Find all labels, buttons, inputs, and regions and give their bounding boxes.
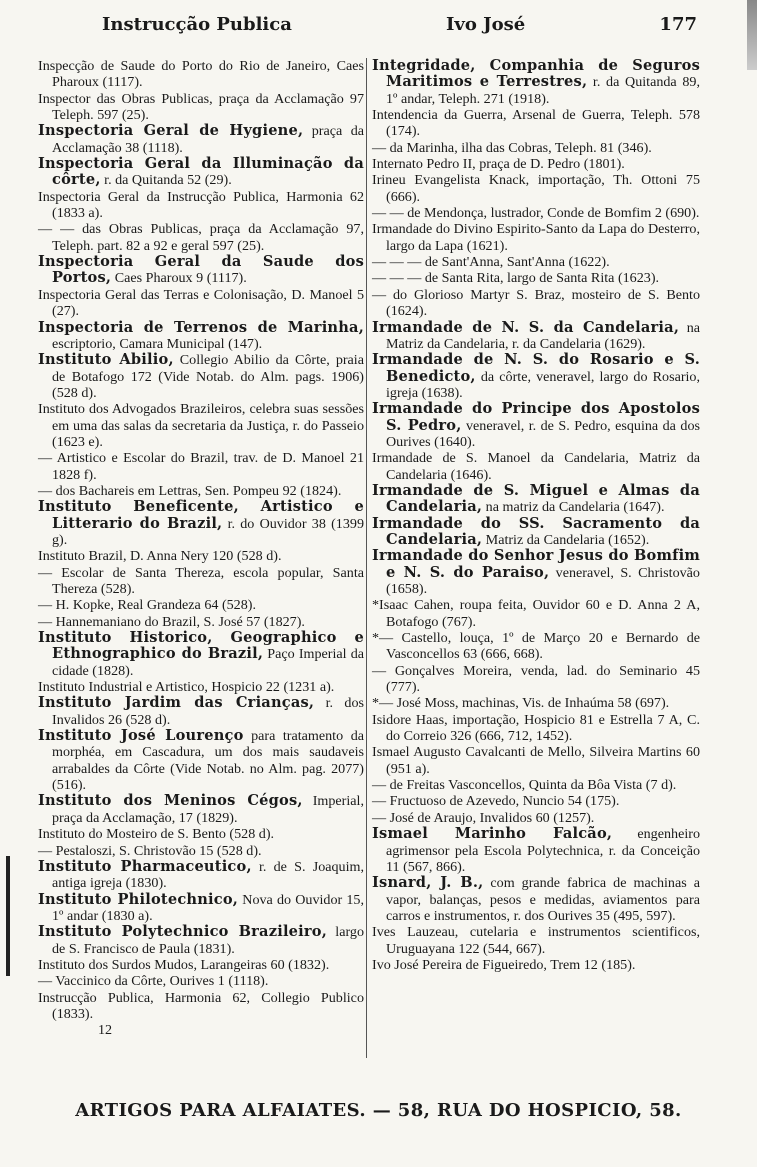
directory-entry: [38, 859, 364, 892]
entry-name: Irmandade do Senhor Jesus do Bomfim e N. S. do Paraiso,: [372, 547, 700, 581]
directory-entry: [372, 320, 700, 353]
entry-text: — Fructuoso de Azevedo, Nuncio 54 (175).: [372, 793, 620, 810]
directory-entry: [38, 924, 364, 957]
directory-entry: [38, 123, 364, 156]
entry-text: escriptorio, Camara Municipal (147).: [52, 335, 263, 352]
directory-entry: [372, 205, 700, 221]
directory-entry: [372, 663, 700, 696]
entry-name: Inspectoria Geral de Hygiene,: [38, 122, 304, 140]
entry-text: *— José Moss, machinas, Vis. de Inhaúma 58 (697).: [372, 695, 670, 712]
entry-text: com grande fabrica de machinas a vapor, balanças, pesos e medidas, aviamentos para carros e instrumentos, r. dos Ourives 35 (495, 597).: [386, 875, 700, 924]
entry-text: — de Freitas Vasconcellos, Quinta da Bôa Vista (7 d).: [372, 777, 677, 794]
directory-entry: [38, 957, 364, 973]
directory-entry: [38, 254, 364, 287]
entry-text: — Hannemaniano do Brazil, S. José 57 (1827).: [38, 613, 305, 630]
entry-text: veneravel, S. Christovão (1658).: [386, 564, 700, 597]
entry-text: veneravel, r. de S. Pedro, esquina da dos Ourives (1640).: [386, 417, 700, 450]
entry-text: — — das Obras Publicas, praça da Acclamação 97, Teleph. part. 82 a 92 e geral 597 (25).: [38, 221, 364, 254]
entry-name: Instituto Historico, Geographico e Ethnographico do Brazil,: [38, 629, 364, 663]
directory-entry: [372, 287, 700, 320]
directory-entry: [372, 221, 700, 254]
directory-entry: [372, 58, 700, 107]
directory-entry: [372, 826, 700, 875]
page-number: 177: [659, 14, 697, 35]
entry-text: na matriz da Candelaria (1647).: [482, 499, 665, 516]
directory-entry: [372, 401, 700, 450]
column-divider: [366, 58, 367, 1058]
entry-text: Caes Pharoux 9 (1117).: [111, 270, 247, 287]
directory-entry: [372, 450, 700, 483]
entry-text: — José de Araujo, Invalidos 60 (1257).: [372, 809, 595, 826]
directory-entry: [38, 614, 364, 630]
entry-text: Instituto Brazil, D. Anna Nery 120 (528 d).: [38, 548, 282, 565]
directory-entry: [372, 957, 700, 973]
directory-entry: [372, 597, 700, 630]
directory-entry: [372, 810, 700, 826]
entry-name: Instituto dos Meninos Cégos,: [38, 792, 303, 810]
directory-entry: [372, 516, 700, 549]
entry-text: Inspectoria Geral das Terras e Colonisação, D. Manoel 5 (27).: [38, 286, 364, 320]
directory-entry: [38, 565, 364, 598]
entry-name: Irmandade de N. S. do Rosario e S. Benedicto,: [372, 351, 700, 385]
entry-name: Inspectoria de Terrenos de Marinha,: [38, 318, 364, 336]
entry-text: largo de S. Francisco de Paula (1831).: [52, 924, 364, 957]
entry-text: Imperial, praça da Acclamação, 17 (1829).: [52, 793, 364, 826]
directory-entry: [372, 630, 700, 663]
entry-text: Irineu Evangelista Knack, importação, Th. Ottoni 75 (666).: [372, 172, 700, 205]
entry-name: Integridade, Companhia de Seguros Maritimos e Terrestres,: [372, 57, 700, 91]
directory-entry: [38, 973, 364, 989]
directory-entry: [38, 352, 364, 401]
directory-entry: [38, 695, 364, 728]
entry-text: Irmandade do Divino Espirito-Santo da Lapa do Desterro, largo da Lapa (1621).: [372, 221, 700, 254]
directory-entry: [372, 712, 700, 745]
directory-entry: [38, 793, 364, 826]
directory-entry: [38, 728, 364, 793]
header-section-title: Instrucção Publica: [102, 14, 292, 35]
entry-text: — Vaccinico da Côrte, Ourives 1 (1118).: [38, 973, 269, 990]
entry-text: Instituto do Mosteiro de S. Bento (528 d).: [38, 826, 275, 843]
directory-entry: [38, 990, 364, 1023]
entry-name: Instituto Philotechnico,: [38, 890, 239, 908]
entry-name: Inspectoria Geral da Illuminação da côrte,: [38, 155, 364, 189]
entry-text: r. de S. Joaquim, antiga igreja (1830).: [52, 858, 364, 892]
entry-text: praça da Acclamação 38 (1118).: [52, 123, 364, 156]
entry-text: Instituto dos Advogados Brazileiros, celebra suas sessões em uma das salas da secretaria da Justiça, r. do Passeio (1623 e).: [38, 401, 364, 450]
directory-entry: [372, 875, 700, 924]
entry-text: Paço Imperial da cidade (1828).: [52, 646, 364, 679]
directory-entry: [372, 924, 700, 957]
entry-name: Instituto José Lourenço: [38, 727, 244, 745]
entry-name: Irmandade de N. S. da Candelaria,: [372, 318, 680, 336]
directory-entry: [372, 172, 700, 205]
entry-name: Instituto Polytechnico Brazileiro,: [38, 923, 328, 941]
directory-entry: [38, 483, 364, 499]
page-edge-mark: [747, 0, 757, 70]
entry-name: Irmandade do Principe dos Apostolos S. Pedro,: [372, 400, 700, 434]
entry-text: Ismael Augusto Cavalcanti de Mello, Silveira Martins 60 (951 a).: [372, 744, 700, 777]
entry-name: Inspectoria Geral da Saude dos Portos,: [38, 253, 364, 287]
directory-entry: [38, 892, 364, 925]
directory-entry: [38, 450, 364, 483]
directory-entry: [372, 352, 700, 401]
directory-entry: [38, 679, 364, 695]
directory-entry: [38, 843, 364, 859]
entry-text: — dos Bachareis em Lettras, Sen. Pompeu 92 (1824).: [38, 482, 342, 499]
entry-name: Instituto Abilio,: [38, 351, 174, 369]
entry-text: — Escolar de Santa Thereza, escola popular, Santa Thereza (528).: [38, 564, 364, 597]
directory-entry: [372, 483, 700, 516]
directory-entry: [372, 744, 700, 777]
right-column: [372, 58, 700, 973]
entry-text: Instituto dos Surdos Mudos, Larangeiras 60 (1832).: [38, 956, 330, 973]
directory-entry: [38, 499, 364, 548]
entry-text: na Matriz da Candelaria, r. da Candelaria (1629).: [386, 319, 701, 352]
entry-text: r. do Ouvidor 38 (1399 g).: [52, 515, 364, 548]
entry-text: Irmandade de S. Manoel da Candelaria, Matriz da Candelaria (1646).: [372, 450, 700, 483]
entry-name: Ismael Marinho Falcão,: [372, 825, 613, 843]
directory-entry: [372, 156, 700, 172]
directory-entry: [38, 287, 364, 320]
entry-text: — — — de Santa Rita, largo de Santa Rita (1623).: [372, 270, 660, 287]
directory-entry: [38, 320, 364, 353]
entry-text: Inspecção de Saude do Porto do Rio de Janeiro, Caes Pharoux (1117).: [38, 58, 364, 91]
entry-text: Inspectoria Geral da Instrucção Publica, Harmonia 62 (1833 a).: [38, 188, 364, 222]
page-header: [24, 14, 697, 42]
entry-text: Matriz da Candelaria (1652).: [482, 531, 650, 548]
entry-text: Isidore Haas, importação, Hospicio 81 e Estrella 7 A, C. do Correio 326 (666, 712, 1452).: [372, 711, 700, 745]
entry-name: Isnard, J. B.,: [372, 874, 484, 892]
entry-name: Irmandade de S. Miguel e Almas da Candelaria,: [372, 481, 700, 516]
entry-text: r. da Quitanda 52 (29).: [100, 172, 232, 189]
entry-text: Ivo José Pereira de Figueiredo, Trem 12 (185).: [372, 956, 636, 973]
left-column: [38, 58, 364, 1039]
entry-text: Instrucção Publica, Harmonia 62, Collegio Publico (1833).: [38, 989, 364, 1022]
directory-entry: [38, 401, 364, 450]
entry-text: — Gonçalves Moreira, venda, lad. do Seminario 45 (777).: [372, 662, 700, 696]
entry-text: — — de Mendonça, lustrador, Conde de Bomfim 2 (690).: [372, 205, 700, 222]
entry-text: *Isaac Cahen, roupa feita, Ouvidor 60 e D. Anna 2 A, Botafogo (767).: [372, 597, 700, 630]
directory-entry: [38, 91, 364, 124]
entry-text: — Artistico e Escolar do Brazil, trav. de D. Manoel 21 1828 f).: [38, 450, 364, 483]
entry-text: — da Marinha, ilha das Cobras, Teleph. 81 (346).: [372, 139, 652, 156]
entry-text: Intendencia da Guerra, Arsenal de Guerra, Teleph. 578 (174).: [372, 107, 700, 140]
entry-name: Irmandade do SS. Sacramento da Candelaria,: [372, 514, 700, 548]
entry-text: Inspector das Obras Publicas, praça da Acclamação 97 Teleph. 597 (25).: [38, 90, 364, 124]
directory-entry: [372, 140, 700, 156]
directory-entry: [38, 597, 364, 613]
entry-text: Instituto Industrial e Artistico, Hospicio 22 (1231 a).: [38, 679, 335, 696]
entry-text: para tratamento da morphéa, em Cascadura, um dos mais saudaveis arrabaldes da Côrte (Vide Notab. no Alm. pag. 2077) (516).: [52, 728, 364, 794]
directory-entry: [372, 777, 700, 793]
entry-text: — do Glorioso Martyr S. Braz, mosteiro de S. Bento (1624).: [372, 286, 700, 320]
directory-entry: [372, 548, 700, 597]
entry-name: Instituto Beneficente, Artistico e Litterario do Brazil,: [38, 498, 364, 532]
entry-text: r. dos Invalidos 26 (528 d).: [52, 695, 364, 728]
directory-entry: [38, 221, 364, 254]
directory-entry: [38, 548, 364, 564]
entry-name: Instituto Pharmaceutico,: [38, 857, 252, 875]
entry-text: Collegio Abilio da Côrte, praia de Botafogo 172 (Vide Notab. do Alm. pags. 1906) (528 d).: [52, 352, 364, 401]
directory-entry: [38, 189, 364, 222]
entry-text: Nova do Ouvidor 15, 1º andar (1830 a).: [52, 891, 365, 924]
directory-entry: [38, 58, 364, 91]
directory-entry: [372, 107, 700, 140]
entry-text: r. da Quitanda 89, 1º andar, Teleph. 271 (1918).: [386, 74, 700, 107]
entry-name: Instituto Jardim das Crianças,: [38, 694, 315, 712]
margin-rule: [6, 856, 10, 976]
entry-text: — Pestaloszi, S. Christovão 15 (528 d).: [38, 842, 262, 859]
directory-entry: [372, 254, 700, 270]
directory-entry: [372, 695, 700, 711]
directory-entry: [372, 270, 700, 286]
entry-text: engenheiro agrimensor pela Escola Polytechnica, r. da Conceição 11 (567, 866).: [386, 826, 700, 875]
header-running-name: Ivo José: [446, 14, 526, 35]
entry-text: *— Castello, louça, 1º de Março 20 e Bernardo de Vasconcellos 63 (666, 668).: [372, 630, 700, 663]
entry-text: Ives Lauzeau, cutelaria e instrumentos scientificos, Uruguayana 122 (544, 667).: [372, 924, 700, 957]
entry-text: da côrte, veneravel, largo do Rosario, igreja (1638).: [386, 368, 700, 401]
entry-text: Internato Pedro II, praça de D. Pedro (1801).: [372, 156, 625, 173]
directory-entry: [38, 826, 364, 842]
footer-advertisement: ARTIGOS PARA ALFAIATES. — 58, RUA DO HOSPICIO, 58.: [75, 1100, 682, 1121]
directory-entry: [38, 630, 364, 679]
entry-text: — H. Kopke, Real Grandeza 64 (528).: [38, 597, 256, 614]
directory-entry: [38, 156, 364, 189]
directory-entry: [372, 793, 700, 809]
entry-text: — — — de Sant'Anna, Sant'Anna (1622).: [372, 254, 610, 271]
sheet-number: 12: [98, 1022, 113, 1039]
